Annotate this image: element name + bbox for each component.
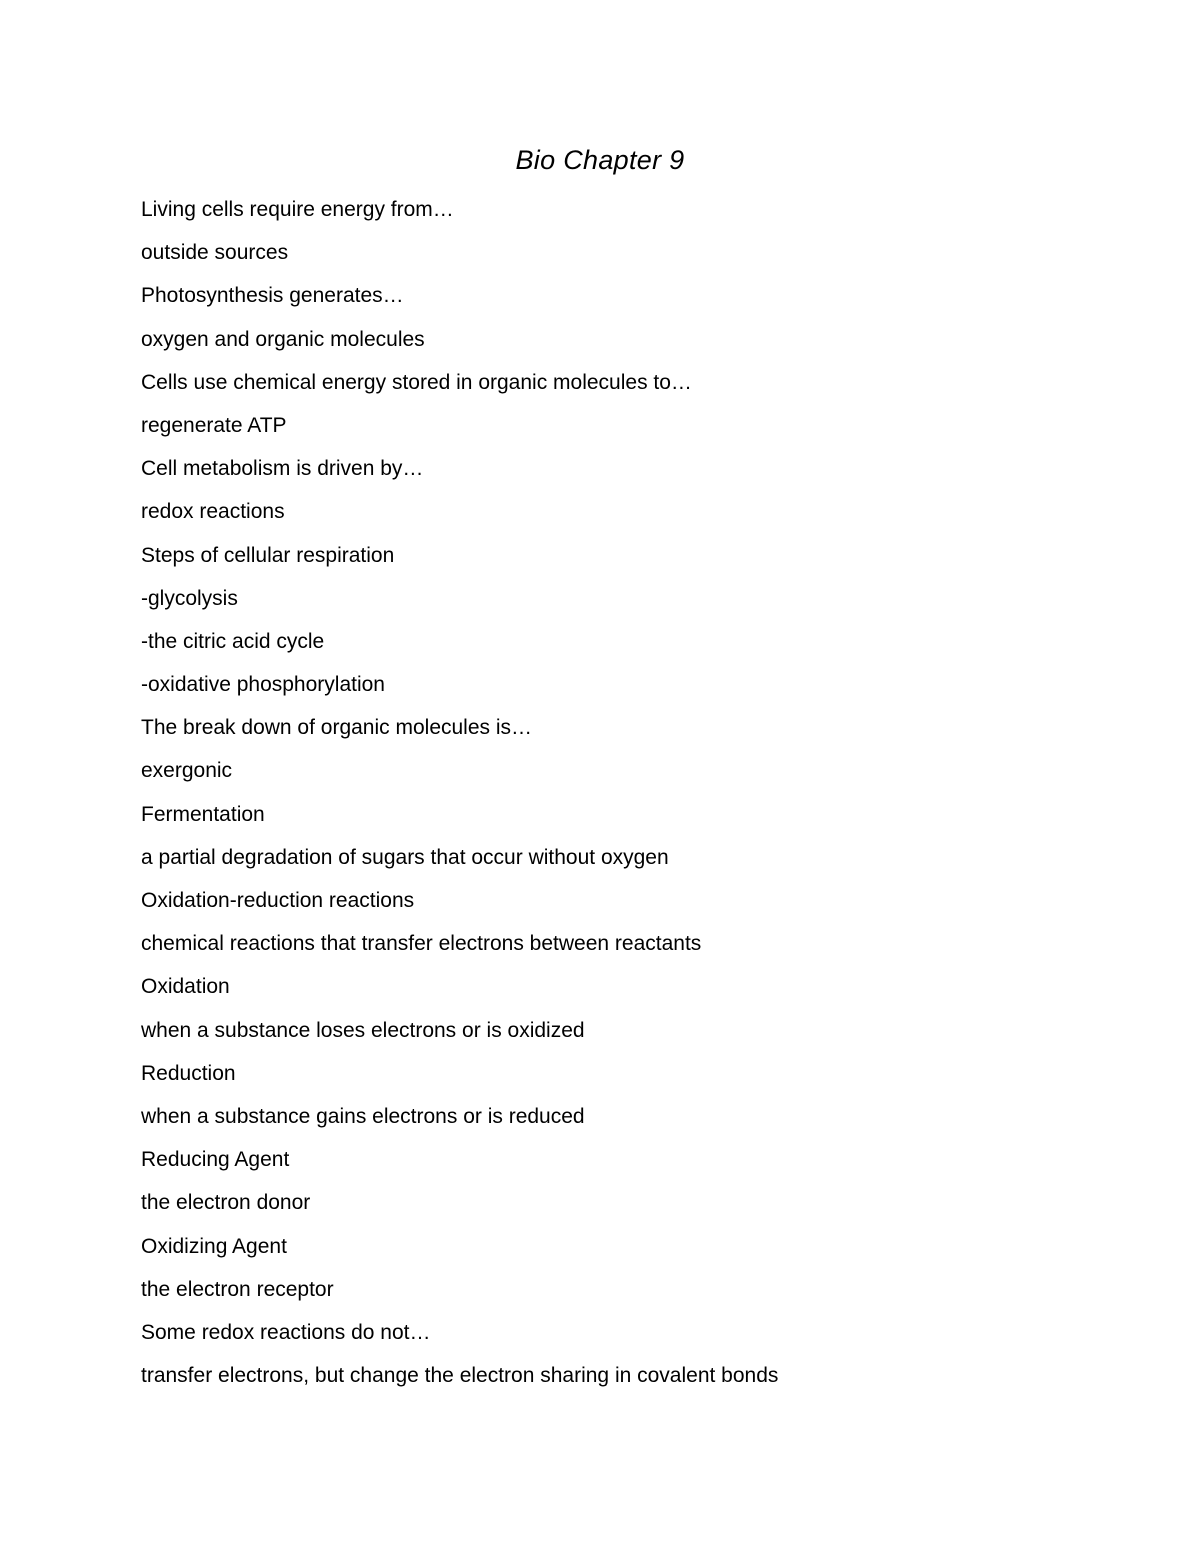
note-line: oxygen and organic molecules	[141, 327, 425, 351]
note-line: Oxidizing Agent	[141, 1234, 287, 1258]
note-line: Some redox reactions do not…	[141, 1320, 431, 1344]
note-line: the electron donor	[141, 1191, 311, 1215]
note-line: regenerate ATP	[141, 413, 287, 437]
note-line: -the citric acid cycle	[141, 629, 325, 653]
note-line: -oxidative phosphorylation	[141, 673, 385, 697]
note-line: Oxidation-reduction reactions	[141, 889, 415, 912]
note-line: Photosynthesis generates…	[141, 284, 404, 308]
note-line: Cells use chemical energy stored in organic molecules to…	[141, 370, 692, 394]
note-line: chemical reactions that transfer electrons between reactants	[141, 932, 702, 956]
note-line: when a substance loses electrons or is oxidized	[141, 1018, 585, 1042]
note-line: The break down of organic molecules is…	[141, 716, 533, 740]
note-line: Living cells require energy from…	[141, 198, 454, 221]
note-line: the electron receptor	[141, 1277, 334, 1301]
note-line: Reducing Agent	[141, 1148, 290, 1172]
note-line: redox reactions	[141, 500, 285, 524]
note-line: Steps of cellular respiration	[141, 543, 395, 567]
note-line: Cell metabolism is driven by…	[141, 457, 424, 481]
note-line: when a substance gains electrons or is reduced	[141, 1104, 585, 1128]
note-line: a partial degradation of sugars that occur without oxygen	[141, 845, 669, 869]
note-line: Fermentation	[141, 802, 265, 826]
note-line: -glycolysis	[141, 586, 238, 610]
note-line: outside sources	[141, 241, 289, 265]
note-line: Oxidation	[141, 975, 230, 999]
note-line: Reduction	[141, 1061, 236, 1085]
note-line: transfer electrons, but change the electron sharing in covalent bonds	[141, 1364, 779, 1388]
note-line: exergonic	[141, 759, 233, 783]
notes-list	[141, 196, 1141, 1405]
document-title: Bio Chapter 9	[515, 145, 685, 175]
